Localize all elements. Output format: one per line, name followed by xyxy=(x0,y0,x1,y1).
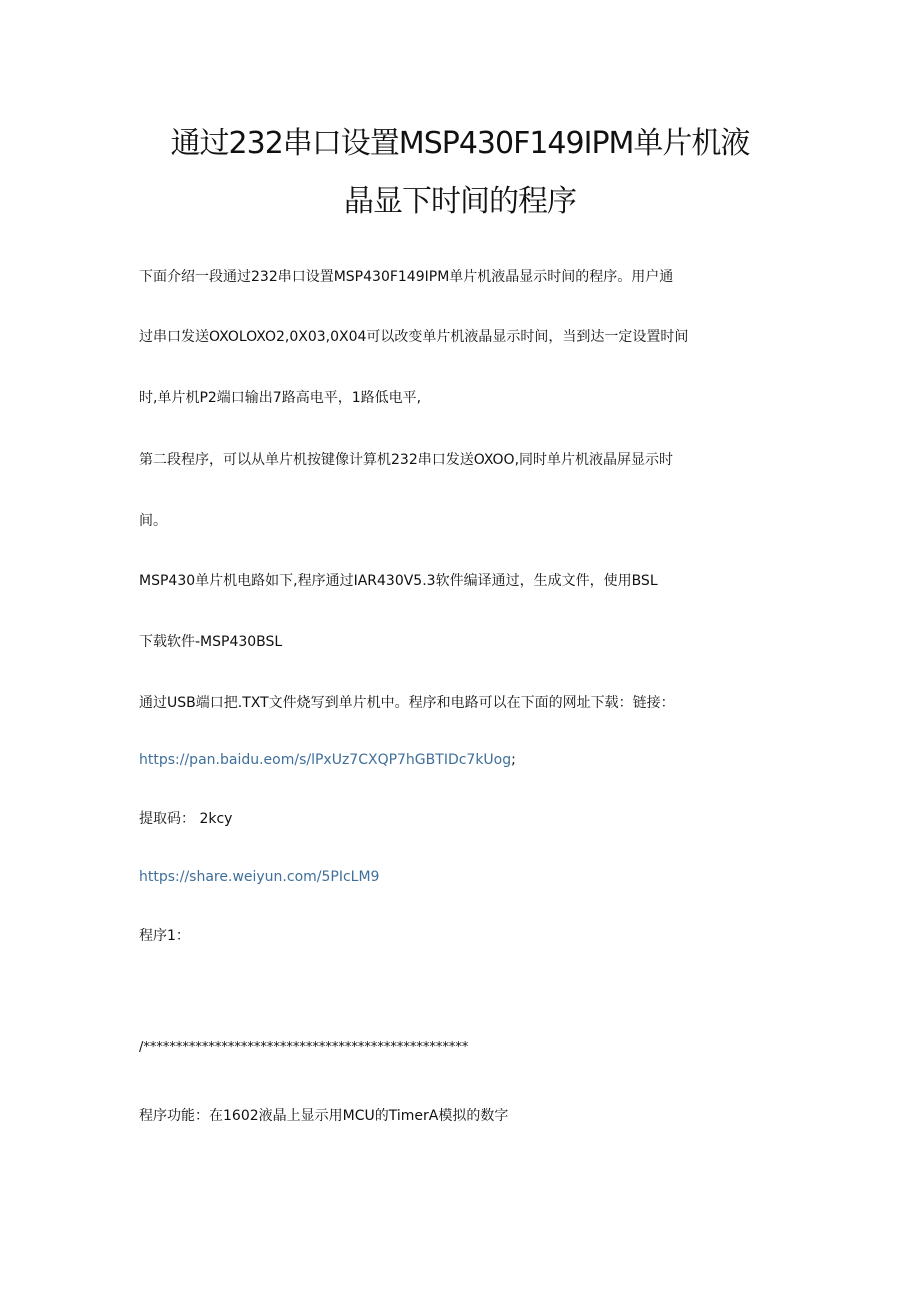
document-title-line-2: 晶显下时间的程序 xyxy=(344,184,576,219)
program-1-label: 程序1： xyxy=(139,928,190,944)
program-function-description: 程序功能：在1602液晶上显示用MCU的TimerA模拟的数字 xyxy=(139,1108,509,1124)
paragraph-intro-line-1: 下面介绍一段通过232串口设置MSP430F149IPM单片机液晶显示时间的程序。用户通 xyxy=(139,269,674,285)
baidu-link-line xyxy=(139,750,516,770)
extract-code-line xyxy=(139,809,232,829)
paragraph-second-program-line-1: 第二段程序，可以从单片机按键像计算机232串口发送OXOO,同时单片机液晶屏显示时 xyxy=(139,452,674,468)
baidu-link-suffix: ; xyxy=(511,752,516,768)
paragraph-circuit-line-2: 下载软件-MSP430BSL xyxy=(139,634,283,650)
paragraph-intro-line-2: 过串口发送OXOLOXO2,0X03,0X04可以改变单片机液晶显示时间，当到达一定设置时间 xyxy=(139,329,689,345)
extract-code-value: 2kcy xyxy=(199,811,233,827)
baidu-pan-link[interactable]: https://pan.baidu.eom/s/lPxUz7CXQP7hGBTIDc7kUog xyxy=(139,752,512,768)
code-comment-line: /************************************************** xyxy=(139,1040,469,1055)
paragraph-circuit-line-1: MSP430单片机电路如下,程序通过IAR430V5.3软件编译通过，生成文件，使用BSL xyxy=(139,573,658,589)
weiyun-link[interactable]: https://share.weiyun.com/5PIcLM9 xyxy=(139,869,380,885)
paragraph-intro-line-3: 时,单片机P2端口输出7路高电平，1路低电平, xyxy=(139,390,422,406)
paragraph-download-line: 通过USB端口把.TXT文件烧写到单片机中。程序和电路可以在下面的网址下载：链接： xyxy=(139,695,675,711)
document-title-line-1: 通过232串口设置MSP430F149IPM单片机液 xyxy=(170,126,750,161)
paragraph-second-program-line-2: 间。 xyxy=(139,513,167,529)
extract-code-label: 提取码： xyxy=(139,811,195,827)
weiyun-link-line xyxy=(139,867,379,887)
